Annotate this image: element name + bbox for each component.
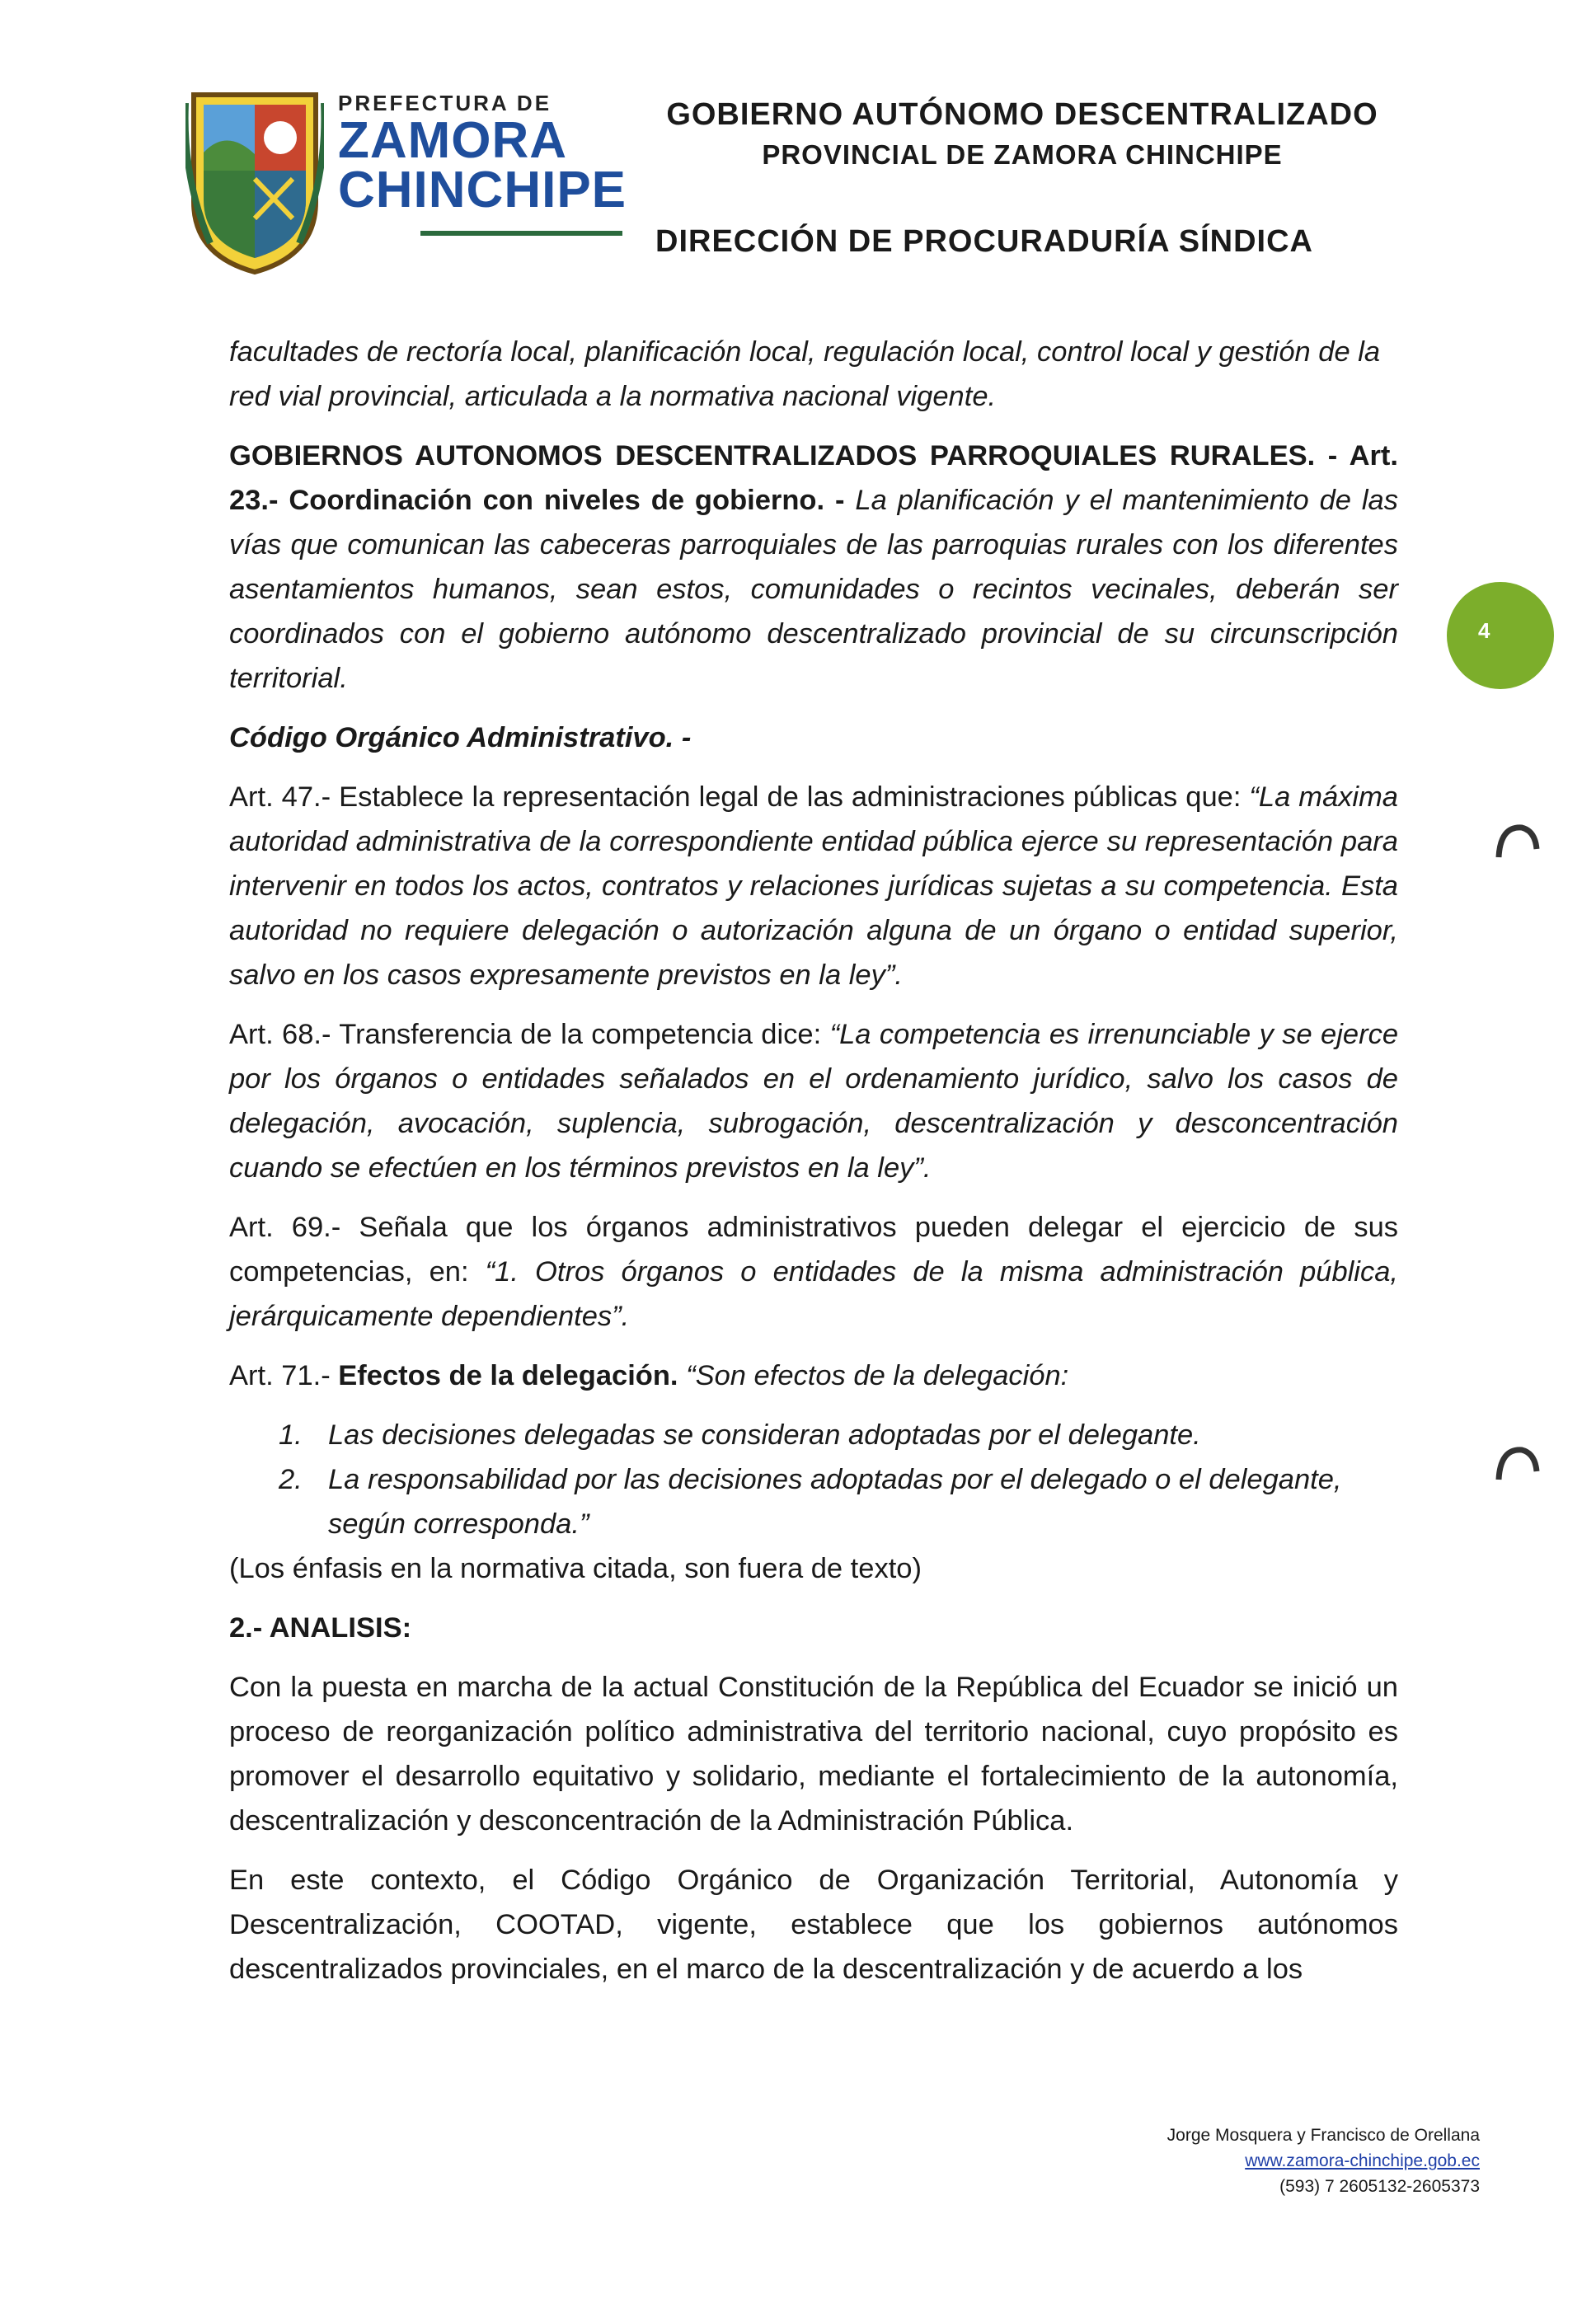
list-text: Las decisiones delegadas se consideran adoptadas por el delegante. xyxy=(328,1419,1201,1451)
article-lead: Art. 47.- Establece la representación legal de las administraciones públicas que: xyxy=(229,781,1250,813)
paragraph: En este contexto, el Código Orgánico de Organización Territorial, Autonomía y Descentralización, COOTAD, vigente, establece que los gobiernos autónomos descentralizados provinciales, en el marco de la descentralización y de acuerdo a los xyxy=(229,1865,1398,1985)
page-number-badge xyxy=(1447,582,1554,689)
paragraph xyxy=(229,1205,1398,1339)
footer-website-link[interactable]: www.zamora-chinchipe.gob.ec xyxy=(1245,2151,1480,2170)
article-quote: “La máxima autoridad administrativa de la correspondiente entidad pública ejerce su representación para intervenir en todos los actos, contratos y relaciones jurídicas sujetas a su competencia. Esta autoridad no requiere delegación o autorización alguna de un órgano o entidad superior, salvo en los casos expresamente previstos en la ley”. xyxy=(229,781,1398,991)
hole-punch-icon xyxy=(1492,1438,1542,1488)
list-item xyxy=(279,1413,1398,1457)
header-title xyxy=(627,97,1418,171)
header-title-line1: GOBIERNO AUTÓNOMO DESCENTRALIZADO xyxy=(666,97,1378,132)
coat-of-arms-icon xyxy=(185,78,324,276)
note: (Los énfasis en la normativa citada, son fuera de texto) xyxy=(229,1553,922,1584)
list-number: 1. xyxy=(279,1419,303,1451)
logo-name-line2: CHINCHIPE xyxy=(338,162,627,218)
paragraph xyxy=(229,1012,1398,1190)
section-heading: 2.- ANALISIS: xyxy=(229,1612,412,1644)
article-title: Efectos de la delegación. xyxy=(338,1360,678,1391)
paragraph: facultades de rectoría local, planificación local, regulación local, control local y gestión de la red vial provincial, articulada a la normativa nacional vigente. xyxy=(229,336,1381,412)
institution-logo-text xyxy=(338,91,627,218)
article-quote: “Son efectos de la delegación: xyxy=(678,1360,1069,1391)
article-quote: “La competencia es irrenunciable y se ejerce por los órganos o entidades señalados en el ordenamiento jurídico, salvo los casos de delegación, avocación, suplencia, subrogación, descentralización y desconcentración cuando se efectúen en los términos previstos en la ley”. xyxy=(229,1019,1399,1184)
footer-contact xyxy=(1063,2123,1480,2199)
hole-punch-icon xyxy=(1492,816,1542,866)
article-heading: GOBIERNOS AUTONOMOS DESCENTRALIZADOS PARROQUIALES RURALES. - Art. 23.- Coordinación con niveles de gobierno. - xyxy=(229,440,1398,516)
logo-small-text: PREFECTURA DE xyxy=(338,91,552,115)
article-lead: Art. 68.- Transferencia de la competencia dice: xyxy=(229,1019,830,1050)
footer-phone: (593) 7 2605132-2605373 xyxy=(1279,2177,1480,2196)
department-title: DIRECCIÓN DE PROCURADURÍA SÍNDICA xyxy=(655,224,1313,259)
list-item xyxy=(279,1457,1398,1546)
header-divider xyxy=(420,231,622,236)
section-heading: Código Orgánico Administrativo. - xyxy=(229,722,692,753)
letterhead xyxy=(0,0,1596,297)
paragraph xyxy=(229,434,1398,701)
article-lead: Art. 71.- xyxy=(229,1360,339,1391)
paragraph: Con la puesta en marcha de la actual Constitución de la República del Ecuador se inició un proceso de reorganización político administrativa del territorio nacional, cuyo propósito es promover el desarrollo equitativo y solidario, mediante el fortalecimiento de la autonomía, descentralización y desconcentración de la Administración Pública. xyxy=(229,1672,1398,1837)
document-body xyxy=(229,330,1398,1991)
page-number: 4 xyxy=(1478,618,1490,643)
article-text: La planificación y el mantenimiento de las vías que comunican las cabeceras parroquiales de las parroquias rurales con los diferentes asentamientos humanos, sean estos, comunidades o recintos vecinales, deberán ser coordinados con el gobierno autónomo descentralizado provincial de su circunscripción territorial. xyxy=(229,485,1398,694)
footer-address: Jorge Mosquera y Francisco de Orellana xyxy=(1166,2126,1480,2145)
article-lead: Art. 69.- Señala que los órganos administrativos pueden delegar el ejercicio de sus competencias, en: xyxy=(229,1212,1398,1288)
article-quote: “1. Otros órganos o entidades de la misma administración pública, jerárquicamente dependientes”. xyxy=(229,1256,1398,1332)
numbered-list xyxy=(279,1413,1398,1546)
list-text: La responsabilidad por las decisiones adoptadas por el delegado o el delegante, según corresponda.” xyxy=(328,1464,1342,1540)
list-number: 2. xyxy=(279,1464,303,1495)
header-title-line2: PROVINCIAL DE ZAMORA CHINCHIPE xyxy=(762,139,1283,170)
paragraph xyxy=(229,1353,1398,1398)
paragraph xyxy=(229,775,1398,997)
logo-name-line1: ZAMORA xyxy=(338,112,568,169)
